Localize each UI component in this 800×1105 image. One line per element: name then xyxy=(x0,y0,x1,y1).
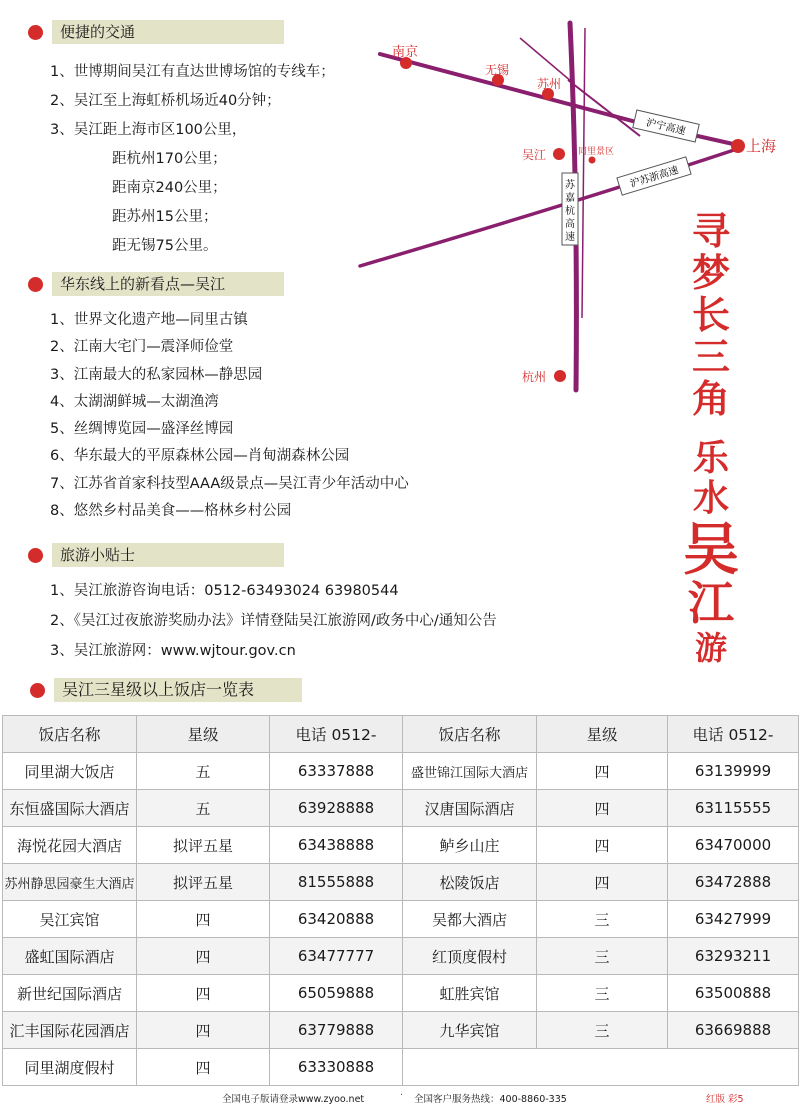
road-label: 沪宁高速 xyxy=(644,117,687,138)
slogan-char: 寻 xyxy=(691,208,730,253)
bullet-dot-icon xyxy=(30,683,45,698)
road-label-char: 杭 xyxy=(565,206,575,217)
hotel-name-cell: 海悦花园大酒店 xyxy=(3,827,137,864)
list-item: 2、江南大宅门—震泽师俭堂 xyxy=(50,339,234,356)
list-item: 1、世博期间吴江有直达世博场馆的专线车； xyxy=(50,64,335,80)
transport-heading xyxy=(28,20,284,44)
phone-cell: 63293211 xyxy=(668,938,799,975)
star-cell: 四 xyxy=(137,975,270,1012)
list-item: 5、丝绸博览园—盛泽丝博园 xyxy=(50,421,234,438)
table-row xyxy=(3,938,799,975)
city-dot-icon xyxy=(731,139,745,153)
hotel-name-cell: 新世纪国际酒店 xyxy=(3,975,137,1012)
star-cell: 拟评五星 xyxy=(137,864,270,901)
list-item: 2、《吴江过夜旅游奖励办法》详情登陆吴江旅游网/政务中心/通知公告 xyxy=(50,613,497,629)
phone-cell: 65059888 xyxy=(270,975,403,1012)
city-label: 上海 xyxy=(746,138,777,155)
hotel-name-cell: 吴江宾馆 xyxy=(3,901,137,938)
footer-hotline: 全国客户服务热线：400-8860-335 xyxy=(414,1094,567,1105)
phone-cell: 63438888 xyxy=(270,827,403,864)
list-item: 4、太湖湖鲜城—太湖渔湾 xyxy=(50,393,219,410)
star-cell: 三 xyxy=(537,1012,668,1049)
table-row xyxy=(3,975,799,1012)
city-dot-icon xyxy=(589,157,596,164)
table-row xyxy=(3,864,799,901)
city-label: 吴江 xyxy=(522,148,547,162)
footer xyxy=(0,1089,800,1105)
phone-cell: 63427999 xyxy=(668,901,799,938)
slogan-char: 梦 xyxy=(691,250,730,295)
star-cell: 四 xyxy=(137,938,270,975)
slogan-char: 吴 xyxy=(683,517,739,583)
star-cell: 三 xyxy=(537,901,668,938)
table-header-row xyxy=(3,716,799,753)
slogan-char: 游 xyxy=(694,629,727,667)
table-row xyxy=(3,1049,799,1086)
road-line xyxy=(582,28,585,318)
footer-website: 全国电子版请登录www.zyoo.net xyxy=(222,1094,365,1105)
list-item: 3、江南最大的私家园林—静思园 xyxy=(50,366,263,383)
phone-cell: 63139999 xyxy=(668,753,799,790)
slogan-char: 三 xyxy=(691,334,730,379)
slogan-char: 江 xyxy=(688,576,734,630)
huning-road-label xyxy=(633,110,699,142)
phone-cell: 63779888 xyxy=(270,1012,403,1049)
hotel-name-cell: 汉唐国际酒店 xyxy=(403,790,537,827)
hotel-name-cell: 松陵饭店 xyxy=(403,864,537,901)
list-item: 距苏州15公里； xyxy=(112,209,218,225)
phone-cell: 63500888 xyxy=(668,975,799,1012)
table-row xyxy=(3,790,799,827)
star-cell: 四 xyxy=(537,864,668,901)
slogan-char: 长 xyxy=(691,292,730,337)
hotel-name-cell: 盛虹国际酒店 xyxy=(3,938,137,975)
list-item: 7、江苏省首家科技型AAA级景点—吴江青少年活动中心 xyxy=(50,475,409,492)
list-item: 3、吴江旅游网：www.wjtour.gov.cn xyxy=(50,643,296,659)
sujiahang-road-label xyxy=(562,173,578,245)
road-label-char: 速 xyxy=(565,232,575,243)
hotel-name-cell: 盛世锦江国际大酒店 xyxy=(403,753,537,790)
city-label: 无锡 xyxy=(485,63,510,77)
tips-heading xyxy=(28,543,284,567)
tips-heading-label: 旅游小贴士 xyxy=(52,543,284,567)
bullet-dot-icon xyxy=(28,277,43,292)
hotel-name-cell: 虹胜宾馆 xyxy=(403,975,537,1012)
list-item: 8、悠然乡村品美食——格林乡村公园 xyxy=(50,503,292,520)
hotel-name-cell: 苏州静思园豪生大酒店 xyxy=(3,864,137,901)
star-cell: 四 xyxy=(137,1012,270,1049)
phone-cell: 63669888 xyxy=(668,1012,799,1049)
hotel-name-cell: 红顶度假村 xyxy=(403,938,537,975)
city-label: 同里景区 xyxy=(578,146,615,156)
phone-cell: 81555888 xyxy=(270,864,403,901)
list-item: 6、华东最大的平原森林公园—肖甸湖森林公园 xyxy=(50,448,350,465)
list-item: 距南京240公里； xyxy=(112,180,227,196)
bullet-dot-icon xyxy=(28,548,43,563)
bullet-dot-icon xyxy=(28,25,43,40)
attractions-heading xyxy=(28,272,284,296)
slogan-char: 角 xyxy=(691,376,730,421)
slogan-char: 乐 xyxy=(692,437,729,479)
road-label: 沪苏浙高速 xyxy=(628,164,680,191)
star-cell: 四 xyxy=(137,1049,270,1086)
city-label: 杭州 xyxy=(522,370,547,384)
tips-list xyxy=(50,576,497,666)
road-label-char: 嘉 xyxy=(565,193,575,204)
city-dot-icon xyxy=(553,148,565,160)
list-item: 距无锡75公里。 xyxy=(112,238,218,254)
empty-cell xyxy=(403,1049,799,1086)
city-label: 南京 xyxy=(392,44,419,59)
road-label-char: 苏 xyxy=(565,180,575,191)
slogan-char: 水 xyxy=(692,477,729,519)
column-header: 电话 0512- xyxy=(668,716,799,753)
city-label: 苏州 xyxy=(537,77,562,91)
road-label-char: 高 xyxy=(565,219,575,230)
hotel-name-cell: 同里湖大饭店 xyxy=(3,753,137,790)
table-row xyxy=(3,1012,799,1049)
star-cell: 四 xyxy=(537,753,668,790)
hotel-table xyxy=(2,715,799,1086)
phone-cell: 63472888 xyxy=(668,864,799,901)
star-cell: 五 xyxy=(137,753,270,790)
list-item: 1、世界文化遗产地—同里古镇 xyxy=(50,312,248,328)
hotel-name-cell: 同里湖度假村 xyxy=(3,1049,137,1086)
hotel-name-cell: 鲈乡山庄 xyxy=(403,827,537,864)
hotels-heading-label: 吴江三星级以上饭店一览表 xyxy=(54,678,302,702)
table-row xyxy=(3,753,799,790)
transport-heading-label: 便捷的交通 xyxy=(52,20,284,44)
phone-cell: 63470000 xyxy=(668,827,799,864)
phone-cell: 63337888 xyxy=(270,753,403,790)
hotel-name-cell: 东恒盛国际大酒店 xyxy=(3,790,137,827)
husuzhe-road-label xyxy=(617,157,691,195)
attractions-heading-label: 华东线上的新看点—吴江 xyxy=(52,272,284,296)
phone-cell: 63477777 xyxy=(270,938,403,975)
city-dot-icon xyxy=(554,370,566,382)
phone-cell: 63330888 xyxy=(270,1049,403,1086)
list-item: 1、吴江旅游咨询电话：0512-63493024 63980544 xyxy=(50,583,399,599)
list-item: 2、吴江至上海虹桥机场近40分钟； xyxy=(50,93,281,109)
column-header: 电话 0512- xyxy=(270,716,403,753)
footer-page-label: 红版 彩5 xyxy=(706,1094,744,1105)
star-cell: 三 xyxy=(537,975,668,1012)
column-header: 饭店名称 xyxy=(403,716,537,753)
hotel-name-cell: 九华宾馆 xyxy=(403,1012,537,1049)
column-header: 星级 xyxy=(537,716,668,753)
transport-list xyxy=(50,58,335,261)
column-header: 星级 xyxy=(137,716,270,753)
hotel-name-cell: 汇丰国际花园酒店 xyxy=(3,1012,137,1049)
star-cell: 拟评五星 xyxy=(137,827,270,864)
hotel-name-cell: 吴都大酒店 xyxy=(403,901,537,938)
star-cell: 四 xyxy=(537,790,668,827)
star-cell: 五 xyxy=(137,790,270,827)
table-row xyxy=(3,901,799,938)
road-line xyxy=(520,38,572,82)
star-cell: 四 xyxy=(537,827,668,864)
table-row xyxy=(3,827,799,864)
phone-cell: 63420888 xyxy=(270,901,403,938)
star-cell: 三 xyxy=(537,938,668,975)
column-header: 饭店名称 xyxy=(3,716,137,753)
list-item: 距杭州170公里； xyxy=(112,151,227,167)
hotels-heading xyxy=(30,678,302,702)
phone-cell: 63115555 xyxy=(668,790,799,827)
list-item: 3、吴江距上海市区100公里， xyxy=(50,122,247,138)
slogan xyxy=(676,208,746,667)
star-cell: 四 xyxy=(137,901,270,938)
phone-cell: 63928888 xyxy=(270,790,403,827)
footer-separator: · xyxy=(400,1090,404,1101)
